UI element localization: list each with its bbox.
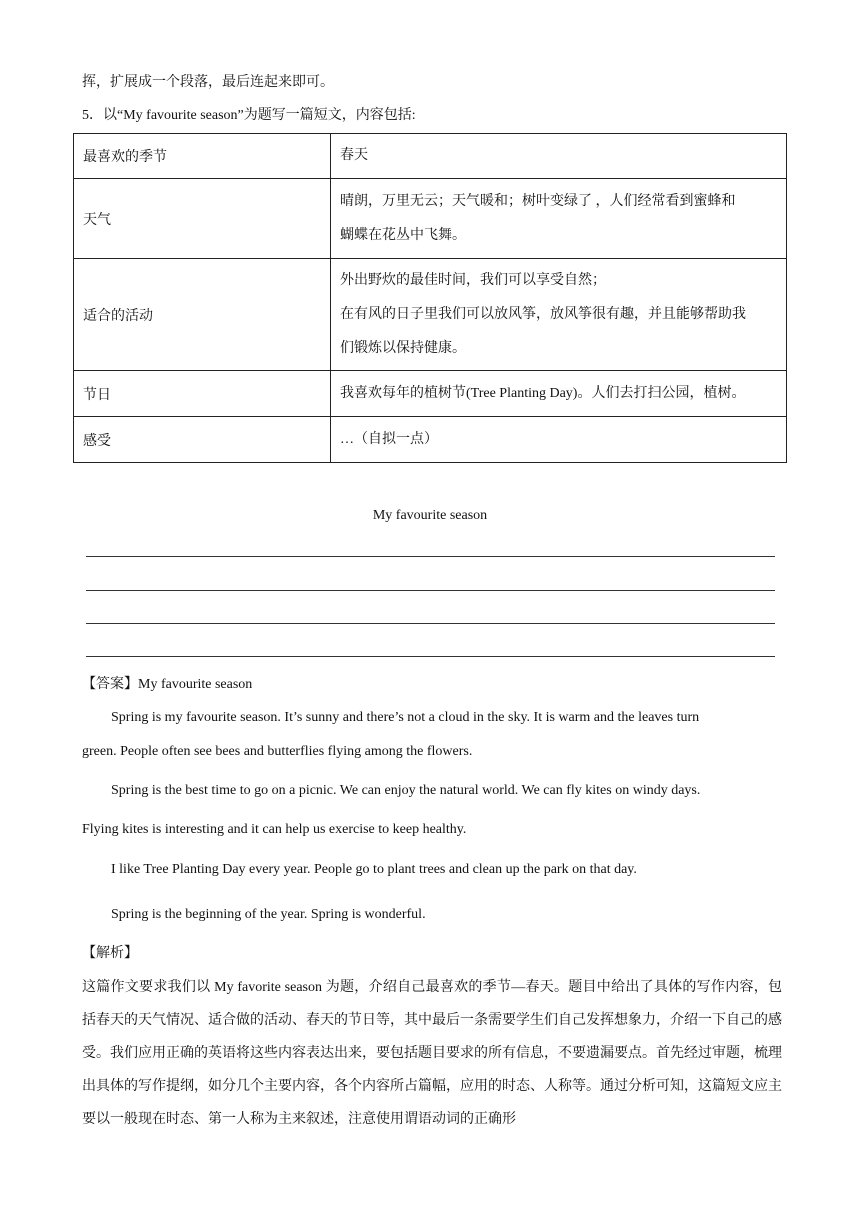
table-row [74, 417, 787, 463]
row-content [331, 179, 787, 259]
row-content-line: 晴朗，万里无云；天气暖和；树叶变绿了 ，人们经常看到蜜蜂和 [340, 193, 736, 209]
row-content-line: 们锻炼以保持健康。 [340, 340, 466, 356]
row-content [331, 134, 787, 179]
row-content-line: 春天 [340, 148, 368, 163]
essay-title: My favourite season [372, 508, 488, 523]
analysis-paragraph: 这篇作文要求我们以 My favorite season 为题，介绍自己最喜欢的季节—春天。题目中给出了具体的写作内容，包括春天的天气情况、适合做的活动、春天的节日等，其中最后一条需要学生们自己发挥想象力，介绍一下自己的感受。我们应用正确的英语将这些内容表达出来，要包括题目要求的所有信息，不要遗漏要点。首先经过审题，梳理出具体的写作提纲，如分几个主要内容，各个内容所占篇幅，应用的时态、人称等。通过分析可知，这篇短文应主要以一般现在时态、第一人称为主来叙述，注意使用谓语动词的正确形 [82, 980, 782, 1127]
answer-line: green. People often see bees and butterflies flying among the flowers. [82, 744, 473, 759]
row-content-line: 蝴蝶在花丛中飞舞。 [340, 227, 466, 243]
table-row [74, 259, 787, 371]
writing-line [86, 623, 775, 624]
row-content-line: 在有风的日子里我们可以放风筝，放风筝很有趣，并且能够帮助我 [340, 306, 746, 322]
analysis-header: 【解析】 [82, 946, 138, 961]
answer-line: I like Tree Planting Day every year. People go to plant trees and clean up the park on that day. [111, 862, 637, 877]
table-row [74, 371, 787, 417]
requirements-table [73, 133, 787, 463]
row-content-line: 外出野炊的最佳时间，我们可以享受自然； [340, 272, 606, 288]
writing-line [86, 656, 775, 657]
answer-line: Spring is the beginning of the year. Spring is wonderful. [111, 907, 426, 922]
table-row [74, 134, 787, 179]
answer-header: 【答案】My favourite season [82, 677, 253, 692]
row-content [331, 371, 787, 417]
row-label: 节日 [74, 371, 331, 417]
answer-line: Spring is my favourite season. It’s sunny and there’s not a cloud in the sky. It is warm and the leaves turn [111, 710, 700, 725]
answer-line: Spring is the best time to go on a picnic. We can enjoy the natural world. We can fly kites on windy days. [111, 783, 701, 798]
row-content [331, 417, 787, 463]
row-content-line: …（自拟一点） [340, 431, 438, 447]
row-content [331, 259, 787, 371]
table-row [74, 179, 787, 259]
row-label: 天气 [74, 179, 331, 259]
answer-line: Flying kites is interesting and it can help us exercise to keep healthy. [82, 822, 467, 837]
row-label: 适合的活动 [74, 259, 331, 371]
intro-line: 挥，扩展成一个段落，最后连起来即可。 [82, 75, 334, 90]
writing-line [86, 590, 775, 591]
row-content-line: 我喜欢每年的植树节(Tree Planting Day)。人们去打扫公园，植树。 [340, 385, 746, 401]
writing-line [86, 556, 775, 557]
row-label: 最喜欢的季节 [74, 134, 331, 179]
row-label: 感受 [74, 417, 331, 463]
question-text: 5．以“My favourite season”为题写一篇短文，内容包括: [82, 108, 416, 123]
